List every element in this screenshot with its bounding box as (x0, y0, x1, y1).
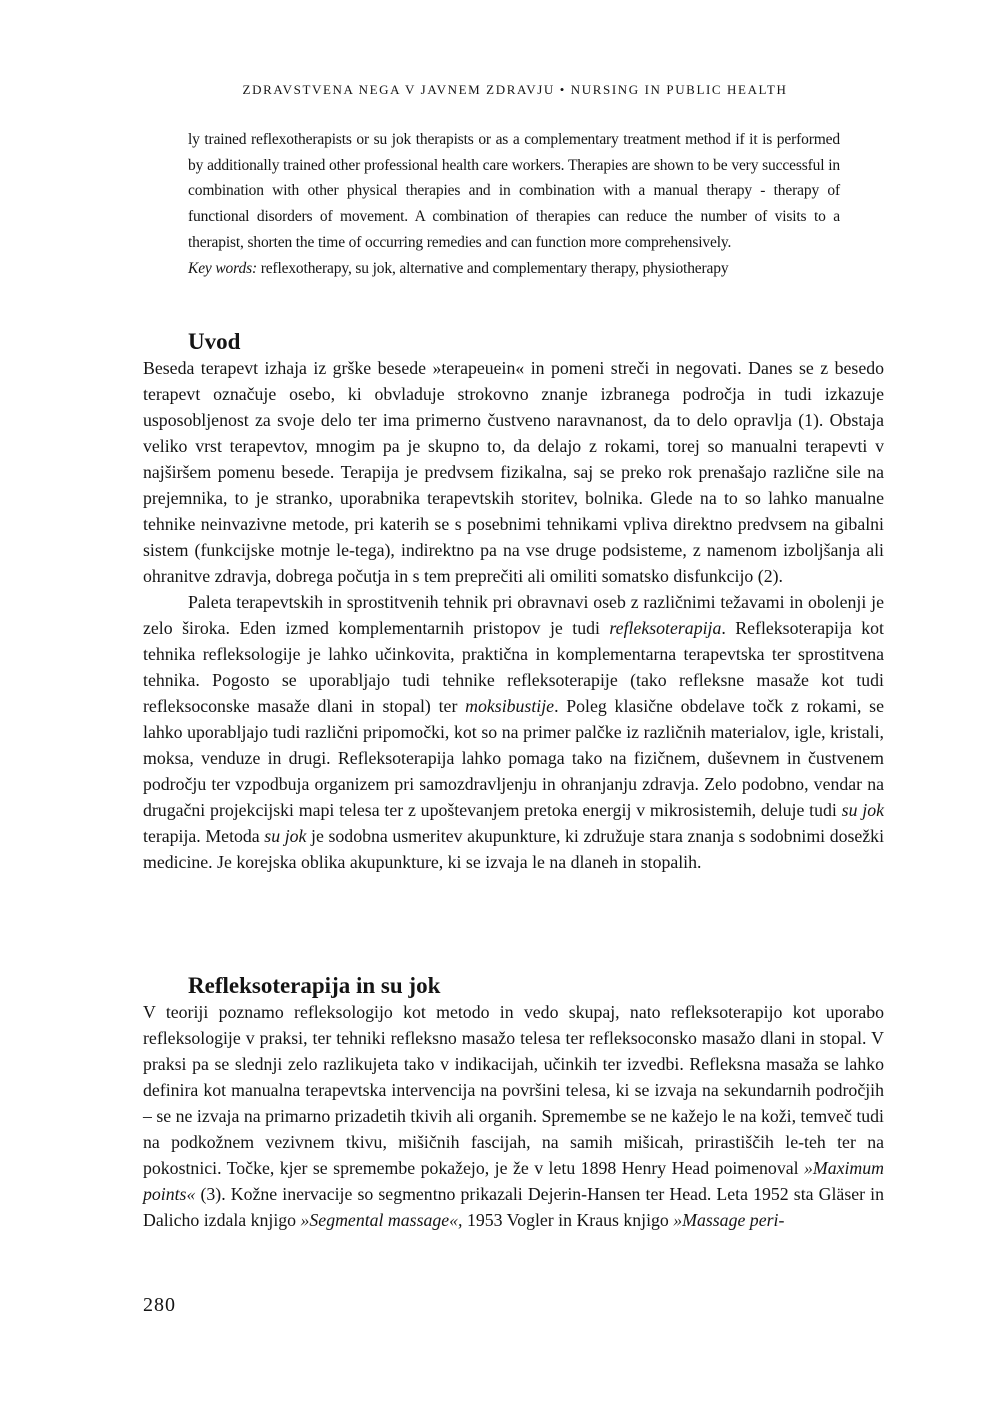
abstract (188, 127, 840, 281)
keywords-text: reflexotherapy, su jok, alternative and complementary therapy, physiotherapy (256, 259, 729, 277)
section-body-refleksoterapija (143, 999, 884, 1233)
keywords-label: Key words: (188, 259, 257, 277)
section-body-uvod (143, 355, 884, 875)
italic-term: »Massage peri- (673, 1210, 785, 1230)
text-run: Paleta terapevtskih in sprostitvenih tehnik pri obravnavi oseb z različnimi težavami in obolenji je zelo široka. Eden izmed komplementarnih pristopov je tudi (143, 592, 884, 638)
italic-term: »Maximum points« (143, 1158, 884, 1204)
paragraph (143, 589, 884, 875)
text-run: . Refleksoterapija kot tehnika refleksologije je lahko učinkovita, praktična in komplementarna terapevtska ter sprostitvena tehnika. Pogosto se uporabljajo tudi tehnike refleksoterapije (tako refleksne masaže kot tudi refleksoconske masaže dlani in stopal) ter (143, 618, 884, 716)
paragraph (143, 999, 884, 1233)
keywords-line (188, 256, 840, 282)
running-head: ZDRAVSTVENA NEGA V JAVNEM ZDRAVJU • NURSING IN PUBLIC HEALTH (242, 82, 788, 97)
abstract-text: ly trained reflexotherapists or su jok therapists or as a complementary treatment method if it is performed by additionally trained other professional health care workers. Therapies are shown to be very successful in combination with other physical therapies and in combination with a manual therapy - therapy of functional disorders of movement. A combination of therapies can reduce the number of visits to a therapist, shorten the time of occurring remedies and can function more comprehensively. (188, 131, 840, 251)
italic-term: moksibustije (465, 696, 555, 716)
section-heading-refleksoterapija: Refleksoterapija in su jok (188, 973, 441, 998)
page-number: 280 (143, 1294, 176, 1316)
section-heading-uvod: Uvod (188, 329, 241, 354)
text-run: (3). Kožne inervacije so segmentno prikazali Dejerin-Hansen ter Head. Leta 1952 sta Gläser in Dalicho izdala knjigo (143, 1184, 884, 1230)
text-run: je sodobna usmeritev akupunkture, ki združuje stara znanja s sodobnimi dosežki medicine. Je korejska oblika akupunkture, ki se izvaja le na dlaneh in stopalih. (143, 826, 885, 872)
text-run: . Poleg klasične obdelave točk z rokami, se lahko uporabljajo tudi različni pripomočki, kot so na primer palčke iz različnih materialov, igle, kristali, moksa, venduze in drugi. Refleksoterapija lahko pomaga tako na fizičnem, duševnem in čustvenem področju ter vzpodbuja organizem pri samozdravljenju in ohranjanju zdravja. Zelo podobno, vendar na drugačni projekcijski mapi telesa ter z upoštevanjem pretoka energij v mikrosistemih, deluje tudi (143, 696, 884, 820)
italic-term: su jok (264, 826, 307, 846)
italic-term: refleksoterapija (609, 618, 722, 638)
italic-term: »Segmental massage«, (300, 1210, 463, 1230)
text-run: V teoriji poznamo refleksologijo kot metodo in vedo skupaj, nato refleksoterapijo kot uporabo refleksologije v praksi, ter tehniki refleksno masažo telesa ter refleksoconsko masažo dlani in stopal. V praksi pa se slednji zelo razlikujeta tako v indikacijah, učinkih ter izvedbi. Refleksna masaža se lahko definira kot manualna terapevtska intervencija na površini telesa, ki se izvaja na sekundarnih področjih – se ne izvaja na primarno prizadetih tkivih ali organih. Spremembe se ne kažejo le na koži, temveč tudi na podkožnem vezivnem tkivu, mišičnih fascijah, na samih mišicah, prirastiščih le-teh ter na pokostnici. Točke, kjer se spremembe pokažejo, je že v letu 1898 Henry Head poimenoval (143, 1002, 884, 1178)
paragraph: Beseda terapevt izhaja iz grške besede »terapeuein« in pomeni streči in negovati. Danes se z besedo terapevt označuje osebo, ki obvladuje strokovno znanje izbranega področja in tudi izkazuje usposobljenost za svoje delo ter ima primerno čustveno naravnanost, da to delo opravlja (1). Obstaja veliko vrst terapevtov, mnogim pa je skupno to, da delajo z rokami, torej so manualni terapevti v najširšem pomenu besede. Terapija je predvsem fizikalna, saj se preko rok prenašajo različne sile na prejemnika, to je stranko, uporabnika terapevtskih storitev, bolnika. Glede na to so lahko manualne tehnike neinvazivne metode, pri katerih se s posebnimi tehnikami vpliva direktno predvsem na gibalni sistem (funkcijske motnje le-tega), indirektno pa na vse druge podsisteme, z namenom izboljšanja ali ohranitve zdravja, dobrega počutja in s tem preprečiti ali omiliti somatsko disfunkcijo (2). (143, 358, 884, 586)
text-run: 1953 Vogler in Kraus knjigo (462, 1210, 674, 1230)
italic-term: su jok (841, 800, 884, 820)
text-run: terapija. Metoda (143, 826, 265, 846)
